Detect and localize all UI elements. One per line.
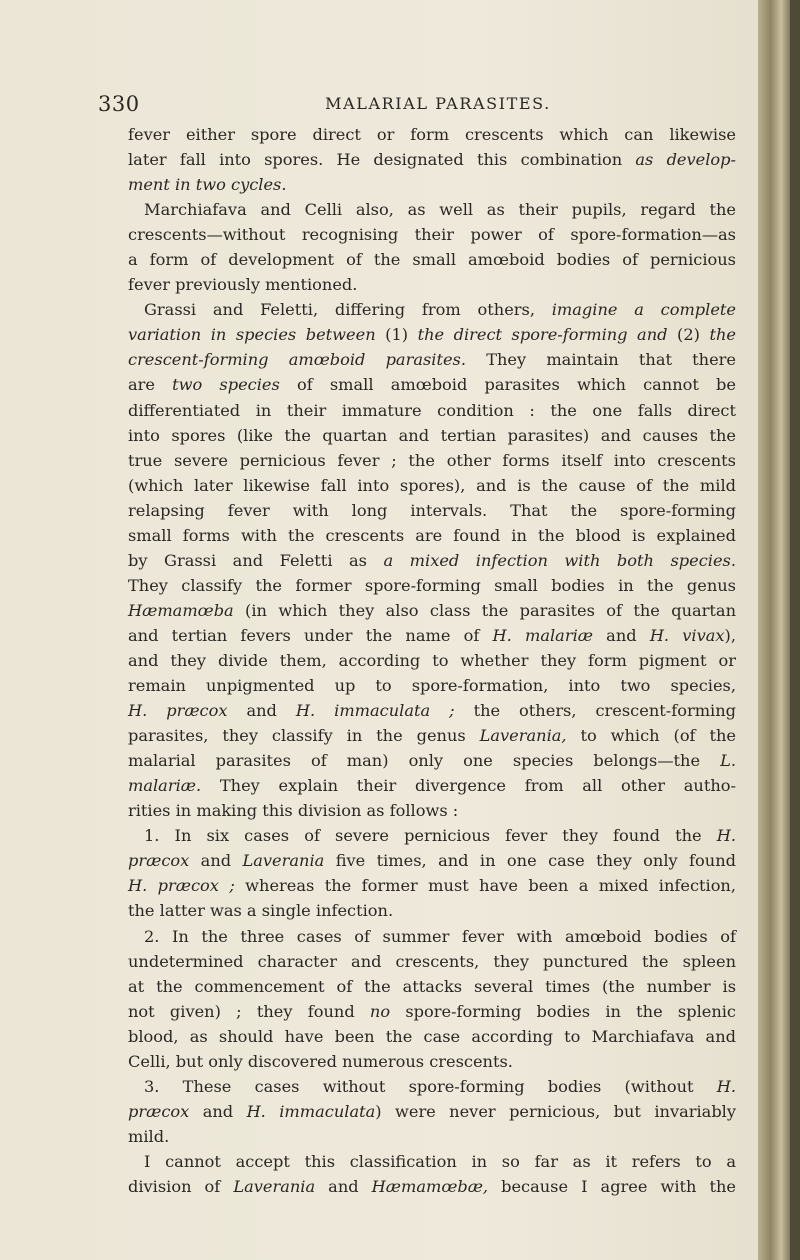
page-header: [98, 92, 738, 122]
running-title: MALARIAL PARASITES.: [325, 94, 551, 113]
text-line: malarial parasites of man) only one species belongs—the L.: [128, 751, 736, 771]
text-line: ment in two cycles.: [128, 175, 287, 195]
text-line: rities in making this division as follows :: [128, 801, 459, 821]
text-line: fever previously mentioned.: [128, 275, 358, 295]
text-line: a form of development of the small amœboid bodies of pernicious: [128, 250, 736, 270]
text-line: fever either spore direct or form crescents which can likewise: [128, 125, 736, 144]
text-line: 2. In the three cases of summer fever with amœboid bodies of: [144, 926, 736, 946]
text-line: not given) ; they found no spore-forming bodies in the splenic: [128, 1001, 737, 1021]
text-line: Marchiafava and Celli also, as well as their pupils, regard the: [144, 200, 736, 220]
text-line: by Grassi and Feletti as a mixed infection with both species.: [128, 550, 736, 570]
text-line: parasites, they classify in the genus Laverania, to which (of the: [128, 726, 736, 746]
text-line: præcox and H. immaculata) were never pernicious, but invariably: [128, 1101, 737, 1121]
text-line: true severe pernicious fever ; the other forms itself into crescents: [128, 450, 736, 470]
text-line: differentiated in their immature condition : the one falls direct: [128, 400, 736, 420]
text-line: at the commencement of the attacks several times (the number is: [128, 976, 736, 996]
text-line: into spores (like the quartan and tertian parasites) and causes the: [128, 425, 736, 445]
text-line: small forms with the crescents are found in the blood is explained: [128, 525, 736, 545]
text-line: division of Laverania and Hæmamœbæ, because I agree with the: [128, 1176, 737, 1196]
binding-edge: [790, 0, 800, 1260]
text-line: and they divide them, according to whether they form pigment or: [128, 650, 736, 670]
text-line: mild.: [128, 1126, 170, 1146]
text-line: H. præcox and H. immaculata ; the others, crescent-forming: [128, 701, 737, 721]
text-line: relapsing fever with long intervals. That the spore-forming: [128, 500, 736, 520]
text-line: and tertian fevers under the name of H. malariæ and H. vivax),: [128, 625, 736, 645]
body-text: [128, 122, 736, 1199]
text-line: are two species of small amœboid parasites which cannot be: [128, 375, 736, 395]
text-line: præcox and Laverania five times, and in one case they only found: [128, 851, 737, 871]
text-line: crescent-forming amœboid parasites. They maintain that there: [128, 350, 736, 370]
text-line: crescents—without recognising their power of spore-formation—as: [128, 225, 736, 245]
text-line: remain unpigmented up to spore-formation, into two species,: [128, 676, 736, 696]
text-line: later fall into spores. He designated this combination as develop-: [128, 150, 736, 170]
text-line: They classify the former spore-forming small bodies in the genus: [128, 575, 736, 595]
text-line: the latter was a single infection.: [128, 901, 394, 921]
text-line: Celli, but only discovered numerous crescents.: [128, 1051, 513, 1071]
text-line: blood, as should have been the case according to Marchiafava and: [128, 1026, 736, 1046]
text-line: H. præcox ; whereas the former must have been a mixed infection,: [128, 876, 737, 896]
text-line: malariæ. They explain their divergence from all other autho-: [128, 776, 736, 796]
page-number: 330: [98, 92, 140, 116]
text-line: 3. These cases without spore-forming bodies (without H.: [144, 1076, 736, 1096]
text-line: variation in species between (1) the direct spore-forming and (2) the: [128, 325, 736, 345]
text-line: undetermined character and crescents, they punctured the spleen: [128, 951, 736, 971]
text-line: Hæmamœba (in which they also class the parasites of the quartan: [128, 600, 736, 620]
text-line: (which later likewise fall into spores), and is the cause of the mild: [128, 475, 736, 495]
text-line: I cannot accept this classification in so far as it refers to a: [144, 1151, 736, 1171]
text-line: 1. In six cases of severe pernicious fever they found the H.: [144, 826, 736, 846]
text-line: Grassi and Feletti, differing from others, imagine a complete: [144, 300, 736, 320]
